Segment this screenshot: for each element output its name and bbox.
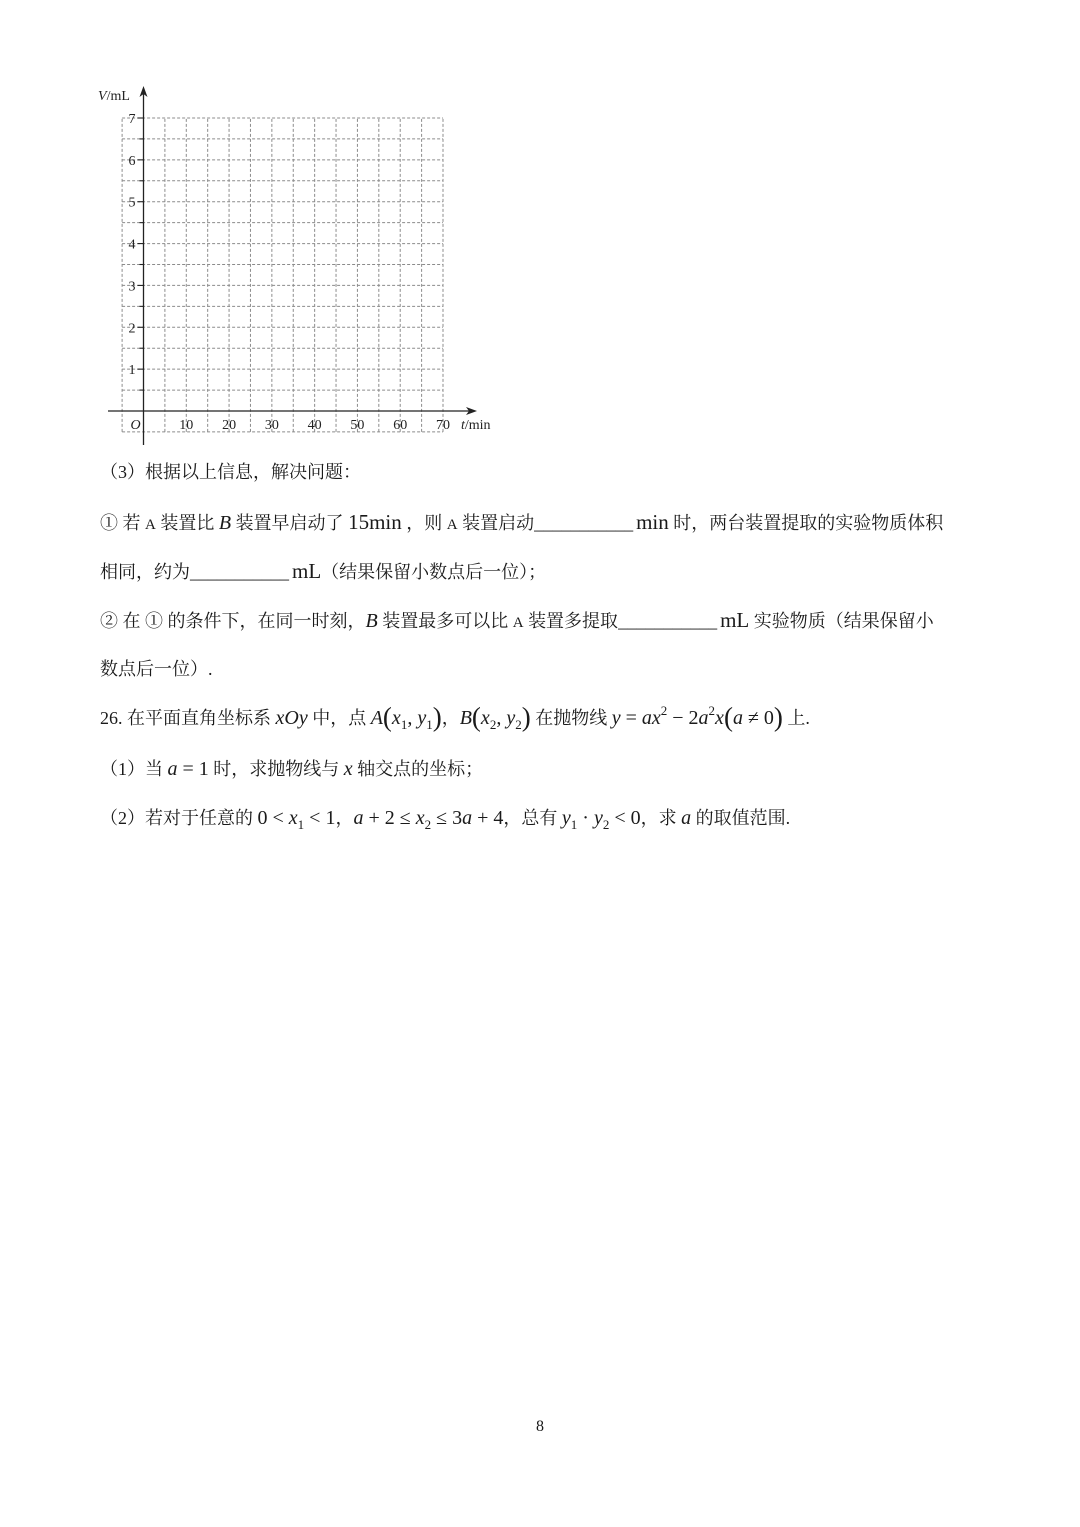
grid-lines xyxy=(122,118,443,432)
text-run: 装置早启动了 xyxy=(231,513,349,533)
subscript: 1 xyxy=(426,717,433,732)
text-run: ，总有 xyxy=(503,808,562,828)
y-tick-label: 7 xyxy=(128,112,136,127)
text-run: 数点后一位）. xyxy=(100,659,213,679)
y-tick-label: 4 xyxy=(128,237,136,253)
math-text: 0 < xyxy=(257,807,289,829)
question26-part2 xyxy=(100,806,790,830)
page-number: 8 xyxy=(536,1418,544,1435)
text-run: 装置比 xyxy=(155,513,219,533)
math-variable: y xyxy=(417,707,427,729)
math-variable: x xyxy=(343,758,353,780)
y-axis-unit: /mL xyxy=(106,89,130,104)
answer-blank: ___________ xyxy=(190,562,289,582)
x-tick-label: 10 xyxy=(179,418,194,433)
subscript: 2 xyxy=(515,717,522,732)
math-text: ≤ 3 xyxy=(431,807,463,829)
math-variable: x xyxy=(715,707,724,729)
x-tick-label: 60 xyxy=(393,418,408,433)
text-run: 时，两台装置提取的实验物质体积 xyxy=(668,513,944,533)
text-run: （3）根据以上信息，解决问题： xyxy=(100,462,361,482)
text-run: 相同，约为 xyxy=(100,562,190,582)
volume-time-chart xyxy=(0,0,520,460)
text-run: ，求 xyxy=(640,808,682,828)
math-text: < 0 xyxy=(609,807,641,829)
math-text: = xyxy=(620,707,642,729)
origin-label: O xyxy=(130,418,141,433)
text-run: ① 若 xyxy=(100,513,145,533)
math-text: + 4 xyxy=(472,807,504,829)
text-run: 装置最多可以比 xyxy=(377,611,513,631)
math-text: , xyxy=(496,707,507,729)
math-variable: a xyxy=(167,758,178,780)
text-run: （2）若对于任意的 xyxy=(100,808,258,828)
part3-question2-line2 xyxy=(100,657,213,681)
part3-question1-line2 xyxy=(100,559,546,583)
math-parenthesis: ( xyxy=(471,702,481,732)
math-text: ≠ 0 xyxy=(742,707,774,729)
x-tick-label: 30 xyxy=(264,418,279,433)
math-text: · xyxy=(577,807,594,829)
text-run: 上. xyxy=(782,708,810,728)
math-variable: x xyxy=(288,807,298,829)
unit-text: 15min xyxy=(348,510,402,534)
math-variable: x xyxy=(391,707,401,729)
math-variable: xOy xyxy=(275,707,308,729)
text-run: 26. 在平面直角坐标系 xyxy=(100,708,276,728)
x-tick-label: 40 xyxy=(307,418,322,433)
unit-text: min xyxy=(636,510,669,534)
device-label: A xyxy=(446,517,458,533)
subscript: 2 xyxy=(602,817,610,832)
x-tick-label: 70 xyxy=(436,418,450,433)
y-tick-label: 2 xyxy=(128,321,136,337)
math-variable: B xyxy=(365,610,378,632)
text-run: 时，求抛物线与 xyxy=(208,759,344,779)
subscript: 1 xyxy=(570,817,578,832)
y-axis-label xyxy=(98,89,130,104)
device-label: A xyxy=(512,615,524,631)
math-variable: B xyxy=(459,707,472,729)
math-parenthesis: ( xyxy=(723,702,733,732)
subscript: 1 xyxy=(297,817,305,832)
question26-statement xyxy=(100,702,810,732)
answer-blank: ___________ xyxy=(618,611,718,631)
text-run: 轴交点的坐标； xyxy=(352,759,484,779)
y-tick-label: 1 xyxy=(128,363,136,379)
text-run: （1）当 xyxy=(100,759,168,779)
math-parenthesis: ) xyxy=(773,702,783,732)
question26-part1 xyxy=(100,757,483,781)
subscript: 2 xyxy=(489,717,497,732)
math-text: − 2 xyxy=(667,707,699,729)
text-run: ， xyxy=(441,708,460,728)
x-axis-variable: t xyxy=(461,418,465,433)
unit-text: mL xyxy=(720,608,750,632)
text-run: 装置启动 xyxy=(457,513,535,533)
math-text: = 1 xyxy=(177,758,209,780)
math-variable: y xyxy=(611,707,621,729)
subscript: 2 xyxy=(424,817,432,832)
math-text: < 1 xyxy=(304,807,336,829)
text-run: ，则 xyxy=(401,513,447,533)
text-run: 装置多提取 xyxy=(523,611,619,631)
x-axis-label xyxy=(461,418,491,433)
math-text: , xyxy=(407,707,418,729)
text-run: 在抛物线 xyxy=(530,708,612,728)
part3-question1-line1 xyxy=(100,510,943,534)
text-run: 的取值范围. xyxy=(691,808,791,828)
x-tick-label: 50 xyxy=(350,418,365,433)
y-tick-label: 6 xyxy=(128,153,136,169)
math-variable: ax xyxy=(641,707,661,729)
math-parenthesis: ( xyxy=(382,702,392,732)
x-axis-unit: /min xyxy=(464,418,491,433)
answer-blank: ___________ xyxy=(534,513,634,533)
subscript: 1 xyxy=(400,717,408,732)
superscript: 2 xyxy=(660,703,668,718)
math-variable: a xyxy=(462,807,473,829)
part3-question2-line1 xyxy=(100,608,934,632)
y-axis-variable: V xyxy=(98,89,107,104)
math-variable: a xyxy=(353,807,364,829)
math-variable: a xyxy=(681,807,692,829)
unit-text: mL xyxy=(292,559,322,583)
text-run: 实验物质（结果保留小 xyxy=(749,611,934,631)
superscript: 2 xyxy=(708,703,716,718)
text-run: ， xyxy=(335,808,354,828)
part3-heading xyxy=(100,460,361,484)
y-tick-label: 3 xyxy=(128,279,136,295)
math-variable: A xyxy=(370,707,383,729)
math-parenthesis: ) xyxy=(521,702,531,732)
x-tick-label: 20 xyxy=(222,418,237,433)
text-run: 中，点 xyxy=(307,708,371,728)
math-variable: y xyxy=(593,807,603,829)
math-text: + 2 ≤ xyxy=(363,807,416,829)
math-variable: B xyxy=(218,512,232,534)
math-parenthesis: ) xyxy=(432,702,442,732)
math-variable: a xyxy=(698,707,709,729)
math-variable: x xyxy=(415,807,425,829)
y-tick-label: 5 xyxy=(128,195,136,211)
text-run: ② 在 ① 的条件下，在同一时刻， xyxy=(100,611,366,631)
math-variable: a xyxy=(732,707,743,729)
math-variable: y xyxy=(561,807,571,829)
text-run: （结果保留小数点后一位）； xyxy=(321,562,547,582)
math-variable: x xyxy=(480,707,490,729)
math-variable: y xyxy=(506,707,516,729)
device-label: A xyxy=(145,517,156,533)
